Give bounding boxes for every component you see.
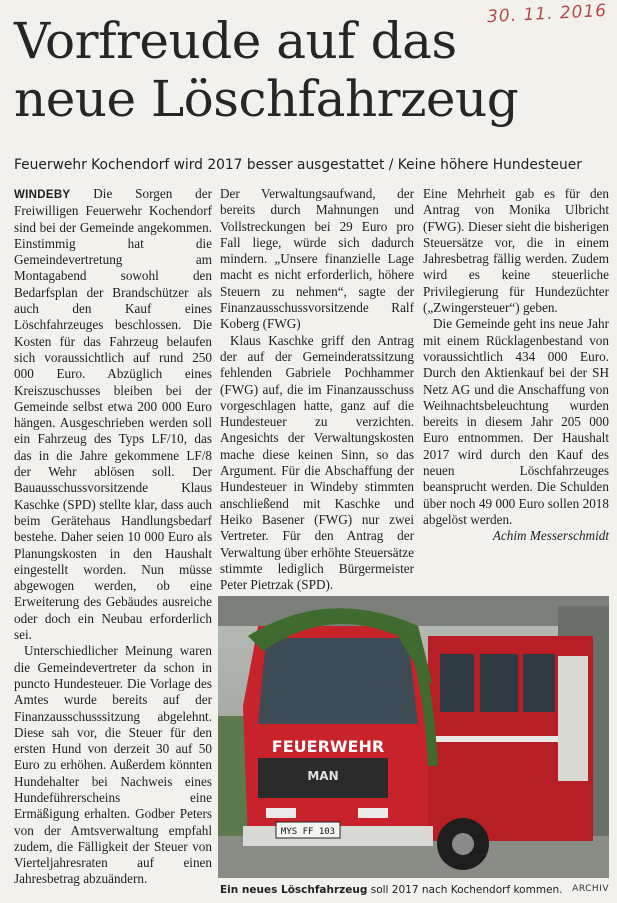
fire-truck-photo: [218, 596, 609, 878]
paragraph: [14, 186, 212, 643]
truck-lettering: FEUERWEHR: [271, 737, 385, 756]
caption-bold: Ein neues Löschfahrzeug: [220, 884, 368, 896]
headline-line-2: neue Löschfahrzeug: [14, 70, 519, 128]
dateline: WINDEBY: [14, 189, 71, 201]
fire-truck-illustration: [218, 596, 609, 878]
paragraph: Klaus Kaschke griff den Antrag der auf der Gemeinderatssitzung fehlenden Gabriele Pochhammer (FWG) auf, die im Finanzausschuss vorgeschlagen hatte, ganz auf die Hundesteuer zu verzichten. Angesichts der Verwaltungskosten mache diese keinen Sinn, so das Argument. Für die Abschaffung der Hundesteuer in Windeby stimmten anschließend mit Kaschke und Heiko Basener (FWG) nur zwei Vertreter. Für den Antrag der Verwaltung über erhöhte Steuersätze stimmte lediglich Bürgermeister Peter Pietrzak (SPD).: [220, 332, 414, 593]
handwritten-date: 30. 11. 2016: [486, 0, 608, 28]
article-column-3: [423, 186, 609, 545]
paragraph: Die Gemeinde geht ins neue Jahr mit einem Rücklagenbestand von voraussichtlich 434 000 Euro. Durch den Aktienkauf bei der SH Netz AG und die Anschaffung von Weihnachtsbeleuchtung wurden bereits in diesem Jahr 205 000 Euro entnommen. Der Haushalt 2017 wird durch den Kauf des neuen Löschfahrzeuges beansprucht werden. Die Schulden über noch 49 000 Euro sollen 2018 abgelöst werden.: [423, 316, 609, 527]
caption-text: soll 2017 nach Kochendorf kommen.: [367, 884, 563, 896]
license-plate: MYS FF 103: [280, 827, 336, 837]
article-column-1: [14, 186, 212, 888]
article-column-2: [220, 186, 414, 593]
paragraph-text: Die Sorgen der Freiwilligen Feuerwehr Kochendorf sind bei der Gemeinde angekommen. Einstimmig hat die Gemeindevertretung am Montagabend sowohl den Bedarfsplan der Brandschützer als auch den Kauf eines Löschfahrzeuges beschlossen. Die Kosten für das Fahrzeug belaufen sich voraussichtlich auf rund 250 000 Euro. Abzüglich eines Kreiszuschusses bleiben bei der Gemeinde selbst etwa 200 000 Euro hängen. Ausgeschrieben werden soll ein Fahrzeug des Typs LF/10, das das in die Jahre gekommene LF/8 der Wehr ablösen soll. Der Bauausschussvorsitzende Klaus Kaschke (SPD) stellte klar, dass auch beim Gerätehaus Handlungsbedarf bestehe. Daher seien 10 000 Euro als Planungskosten in den Haushalt eingestellt worden. Nun müsse abgewogen werden, ob eine Erweiterung des Gebäudes ausreiche oder doch ein Neubau erforderlich sei.: [14, 186, 212, 643]
photo-credit: ARCHIV: [572, 884, 609, 894]
paragraph: Eine Mehrheit gab es für den Antrag von Monika Ulbricht (FWG). Dieser sieht die bisherigen Steuersätze vor, die in einem Jahresbetrag fällig werden. Zudem wird es keine steuerliche Privilegierung für Hundezüchter („Zwingersteuer“) geben.: [423, 186, 609, 316]
author-byline: Achim Messerschmidt: [492, 528, 609, 544]
truck-brand: MAN: [307, 769, 339, 783]
paragraph: Unterschiedlicher Meinung waren die Gemeindevertreter da schon in puncto Hundesteuer. Die Vorlage des Amtes wurde bereits auf der Finanzausschusssitzung abgelehnt. Diese sah vor, die Steuer für den ersten Hund von derzeit 30 auf 50 Euro zu erhöhen. Außerdem könnten Hundehalter bei Nachweis eines Hundeführerscheins eine Ermäßigung erhalten. Godber Peters von der Amtsverwaltung empfahl zudem, die Fälligkeit der Steuer von Vierteljahresraten auf einen Jahresbetrag abzuändern.: [14, 643, 212, 887]
headline: [14, 12, 604, 128]
photo-caption: [220, 883, 609, 897]
subheadline: Feuerwehr Kochendorf wird 2017 besser ausgestattet / Keine höhere Hundesteuer: [14, 157, 582, 173]
paragraph: Der Verwaltungsaufwand, der bereits durch Mahnungen und Vollstreckungen bei 29 Euro pro Fall liege, würde sich dadurch mindern. „Unsere finanzielle Lage macht es nicht erforderlich, höhere Steuern zu nehmen“, sagte der Finanzausschussvorsitzende Ralf Koberg (FWG): [220, 186, 414, 332]
headline-line-1: Vorfreude auf das: [14, 12, 457, 70]
